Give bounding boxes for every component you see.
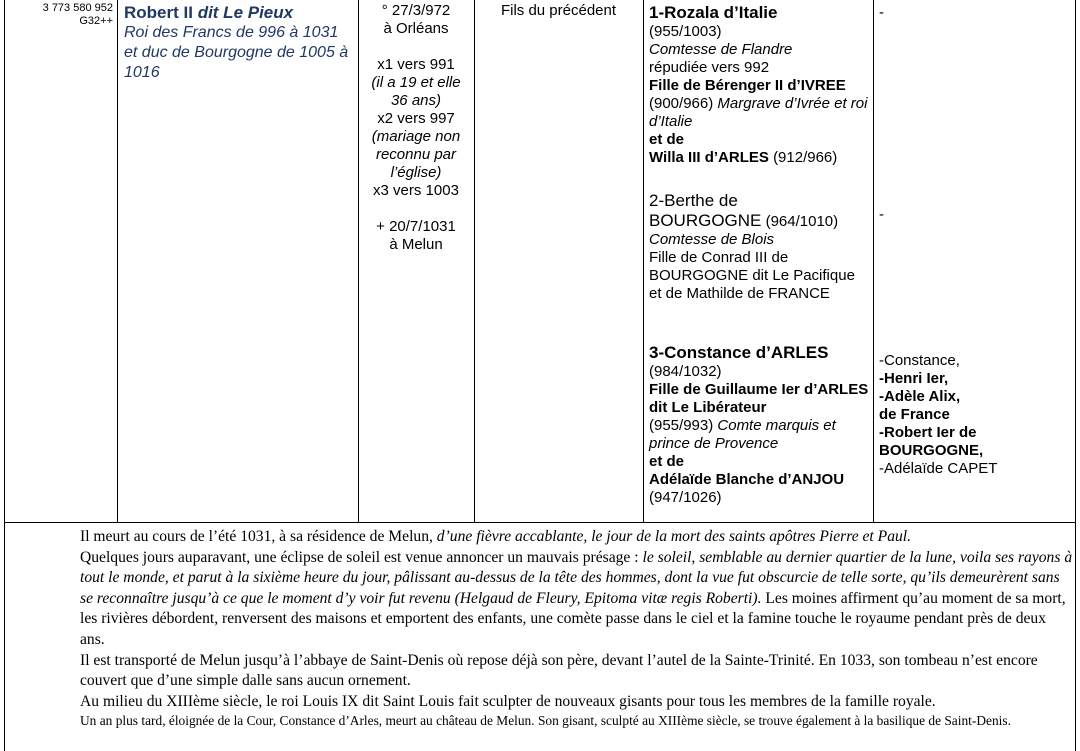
- narrative-text-span: Quelques jours auparavant, une éclipse de soleil est venue annoncer un mauvais présage :: [80, 548, 643, 566]
- death-place: à Melun: [389, 236, 443, 253]
- narrative-paragraph-3: Il est transporté de Melun jusqu’à l’abbaye de Saint-Denis où repose déjà son père, devant l’autel de la Sainte-Trinité. En 1033, son tombeau n’est encore couvert que d’une simple dalle sans aucun ornement.: [80, 651, 1038, 690]
- marriage-2: x2 vers 997: [377, 110, 455, 127]
- spouse-3-dates: (984/1032): [649, 363, 722, 380]
- child-item: -Constance,: [879, 352, 960, 369]
- spouse-3-father-info: [649, 417, 869, 453]
- narrative-paragraph-5: Un an plus tard, éloignée de la Cour, Constance d’Arles, meurt au château de Melun. Son gisant, sculpté au XIIIème siècle, se trouve également à la basilique de Saint-Denis.: [80, 713, 1011, 729]
- child-item: -Henri Ier,: [879, 370, 949, 387]
- spouse-3-father: Fille de Guillaume Ier d’ARLES dit Le Libérateur: [649, 381, 869, 416]
- marriage-1-note: (il a 19 et elle 36 ans): [371, 74, 461, 109]
- spouse-1-father-info: [649, 95, 869, 131]
- sosa-number: 3 773 580 952: [42, 2, 113, 14]
- column-divider-3: [474, 0, 475, 523]
- spouse-2-title: Comtesse de Blois: [649, 231, 775, 248]
- column-divider-4: [643, 0, 644, 523]
- children-2: -: [879, 206, 884, 223]
- birth-place: à Orléans: [383, 20, 449, 37]
- column-divider-2: [358, 0, 359, 523]
- spouse-2-name-line: [649, 211, 869, 231]
- table-left-border: [4, 0, 5, 751]
- spouse-3-mother: Adélaïde Blanche d’ANJOU: [649, 471, 845, 488]
- spouse-3: [649, 343, 869, 507]
- spouse-1-and: et de: [649, 131, 685, 148]
- birth-date: ° 27/3/972: [381, 2, 451, 19]
- person-cell: [124, 3, 352, 83]
- children-3: [879, 352, 1069, 478]
- narrative-italic-span: d’une fièvre accablante, le jour de la mort des saints apôtres Pierre et Paul.: [436, 528, 912, 545]
- column-divider-5: [873, 0, 874, 523]
- spouse-1-mother-line: [649, 149, 869, 167]
- marriage-1: x1 vers 991: [377, 56, 455, 73]
- spouse-2-name-a: 2-Berthe de: [649, 191, 738, 210]
- spouse-1-name: 1-Rozala d’Italie: [649, 3, 778, 22]
- spouse-2-parents: Fille de Conrad III de BOURGOGNE dit Le Pacifique et de Mathilde de FRANCE: [649, 249, 855, 302]
- narrative-text-span: Il meurt au cours de l’été 1031, à sa résidence de Melun,: [80, 528, 437, 545]
- child-item: -Robert Ier de BOURGOGNE,: [879, 424, 984, 459]
- spouse-3-name: 3-Constance d’ARLES: [649, 343, 829, 362]
- spouse-3-father-title: Comte marquis et prince de Provence: [649, 417, 836, 452]
- narrative-text-span: Les moines affirment qu’au moment de sa mort, les rivières débordent, renversent des maisons et emportent des enfants, une comète passe dans le ciel et la famine touche le royaume pendant près de deux ans.: [80, 589, 1066, 648]
- table-right-border: [1075, 0, 1076, 751]
- spouse-1-mother-dates: (912/966): [773, 149, 838, 166]
- child-item: de France: [879, 406, 950, 423]
- person-name-line: [124, 3, 352, 23]
- person-nickname: dit Le Pieux: [197, 3, 294, 22]
- person-name: Robert II: [124, 3, 193, 22]
- spouse-1-father-dates: (900/966): [649, 95, 714, 112]
- spouse-1-note: répudiée vers 992: [649, 59, 770, 76]
- column-divider-1: [117, 0, 118, 523]
- spouse-1-dates: (955/1003): [649, 23, 722, 40]
- sosa-cell: [10, 2, 113, 28]
- spouse-1-father: Fille de Bérenger II d’IVREE: [649, 77, 846, 94]
- filiation-cell: Fils du précédent: [500, 2, 617, 19]
- child-item: -Adélaïde CAPET: [879, 460, 998, 477]
- spouse-3-father-dates: (955/993): [649, 417, 714, 434]
- spouse-3-and: et de: [649, 453, 685, 470]
- spouse-1-father-title: Margrave d’Ivrée et roi d’Italie: [649, 95, 868, 130]
- narrative-italic-span: le soleil, semblable au dernier quartier de la lune, voila ses rayons à tout le monde, et parut à la sixième heure du jour, pâlissant au-dessus de la tête des hommes, dont la vue fut obscurcie de telle sorte, qu’ils demeurèrent sans se reconnaître jusqu’à ce que le moment d’y voir fut revenu (Helgaud de Fleury, Epitoma vitæ regis Roberti).: [80, 548, 1073, 607]
- generation-label: G32++: [79, 15, 113, 27]
- narrative-paragraph-1: [80, 527, 1074, 548]
- spouse-3-mother-dates: (947/1026): [649, 489, 722, 506]
- marriage-3: x3 vers 1003: [373, 182, 459, 199]
- row-divider: [4, 522, 1076, 523]
- spouse-1: [649, 3, 869, 167]
- person-titles: Roi des Francs de 996 à 1031 et duc de Bourgogne de 1005 à 1016: [124, 24, 349, 81]
- narrative-paragraph-2: [80, 548, 1074, 651]
- dates-cell: [362, 2, 470, 254]
- spouse-2: [649, 191, 869, 303]
- children-1: -: [879, 4, 884, 21]
- narrative-text: [80, 527, 1074, 730]
- marriage-2-note: (mariage non reconnu par l’église): [371, 128, 461, 181]
- spouse-2-dates: (964/1010): [765, 213, 839, 230]
- spouse-1-mother: Willa III d’ARLES: [649, 149, 769, 166]
- child-item: -Adèle Alix,: [879, 388, 961, 405]
- death-date: + 20/7/1031: [376, 218, 456, 235]
- narrative-paragraph-4: Au milieu du XIIIème siècle, le roi Louis IX dit Saint Louis fait sculpter de nouveaux gisants pour tous les membres de la famille royale.: [80, 692, 936, 710]
- spouse-2-name-b: BOURGOGNE: [649, 211, 762, 230]
- spouse-1-title: Comtesse de Flandre: [649, 41, 793, 58]
